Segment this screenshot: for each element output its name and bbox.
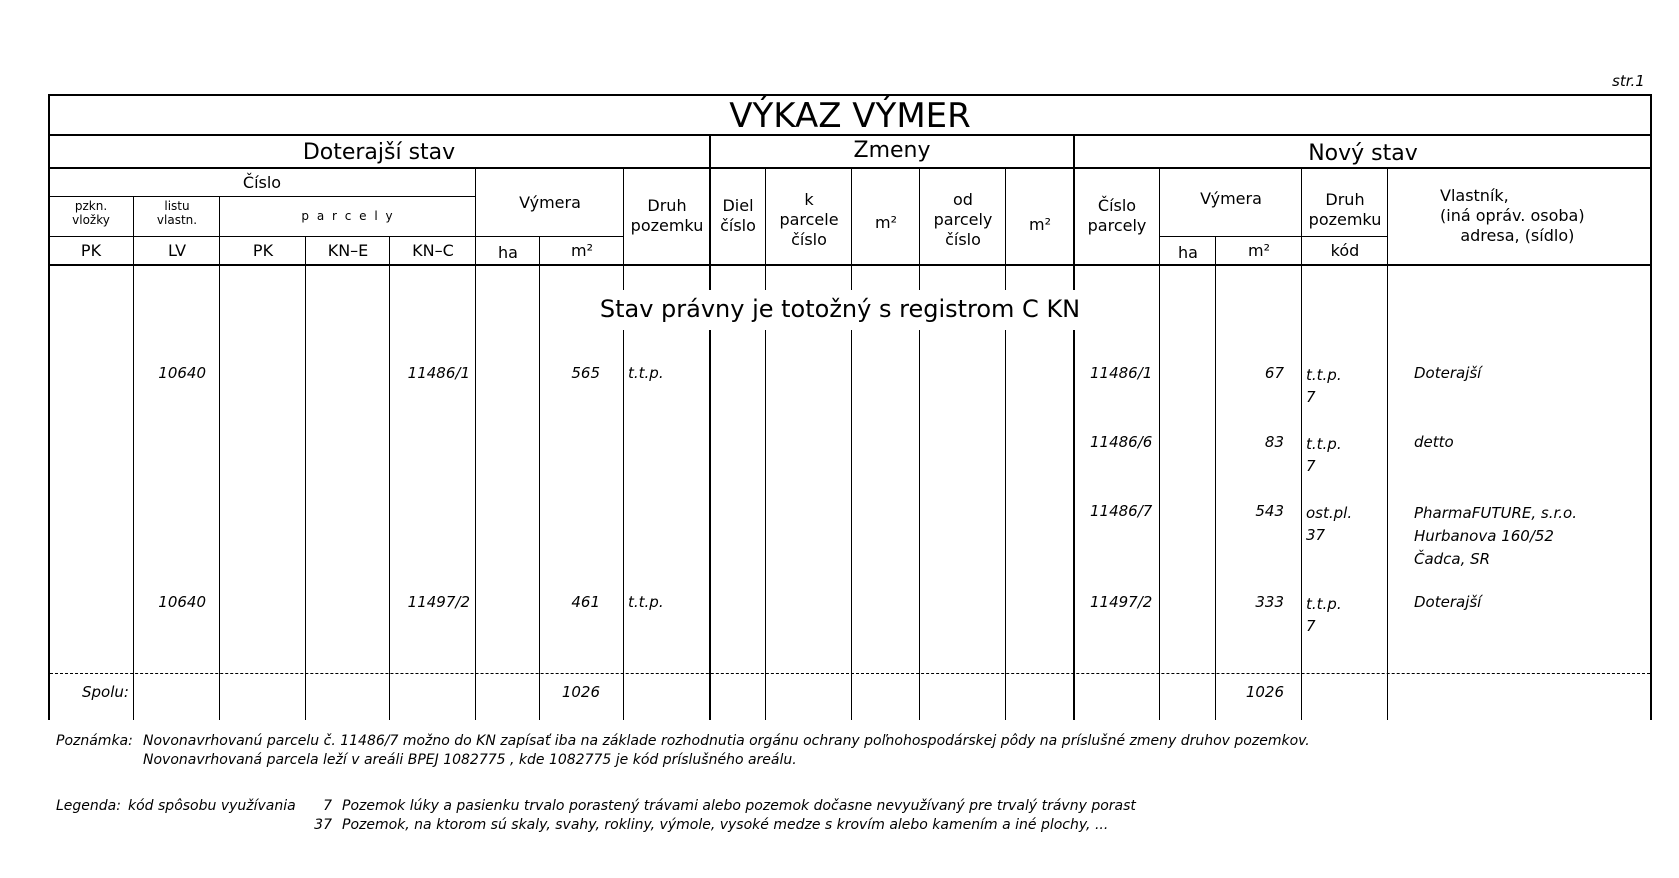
row4-new-parcela: 11497/2 [1090,593,1153,611]
header-m2-zmeny-b: m² [1029,215,1051,234]
header-kod: kód [1330,241,1360,260]
row3-new-m2: 543 [1255,502,1284,520]
footnote-label: Poznámka: [56,733,133,749]
row1-new-m2: 67 [1264,364,1284,382]
cislo-divider [48,196,476,197]
col-line [305,236,306,720]
row4-lv: 10640 [158,593,206,611]
header-ha: ha [498,243,518,262]
row1-new-parcela: 11486/1 [1090,364,1153,382]
col-line [1387,167,1388,720]
row4-druh: t.t.p. [628,593,664,611]
row2-new-parcela: 11486/6 [1090,433,1153,451]
row1-knc: 11486/1 [407,364,470,382]
row1-new-druh: t.t.p. 7 [1306,366,1342,406]
header-kne: KN–E [327,241,369,260]
legend-text-37: Pozemok, na ktorom sú skaly, svahy, rokliny, výmole, vysoké medze s krovím alebo kamením a iné plochy, ... [342,817,1109,833]
header-m2-zmeny-a: m² [875,213,897,232]
header-od-parcely-cislo: od parcely číslo [933,190,993,249]
row1-druh: t.t.p. [628,364,664,382]
row4-new-druh: t.t.p. 7 [1306,595,1342,635]
section-divider [48,167,1652,169]
legal-status-note: Stav právny je totožný s registrom C KN [599,295,1081,323]
header-vymera-new: Výmera [1200,189,1262,208]
legend-intro: kód spôsobu využívania [128,798,296,814]
section-new: Nový stav [1308,141,1418,166]
col-line [1215,236,1216,720]
legend-code-7: 7 [323,798,332,814]
col-line [851,167,852,720]
row4-knc: 11497/2 [407,593,470,611]
legend-code-37: 37 [314,817,332,833]
row4-new-m2: 333 [1255,593,1284,611]
header-cislo-parcely: Číslo parcely [1087,196,1147,235]
header-diel-cislo: Diel číslo [720,196,756,235]
col-line [219,196,220,720]
row3-new-druh: ost.pl. 37 [1306,504,1353,544]
row3-new-parcela: 11486/7 [1090,502,1153,520]
header-bottom [48,264,1652,266]
totals-separator [50,673,1650,674]
header-ha-new: ha [1178,243,1198,262]
col-line [919,167,920,720]
header-parcely: p a r c e l y [301,209,395,223]
row2-new-druh: t.t.p. 7 [1306,435,1342,475]
legend-text-7: Pozemok lúky a pasienku trvalo porastený trávami alebo pozemok dočasne nevyužívaný pre trvalý trávny porast [342,798,1136,814]
header-m2: m² [571,241,593,260]
col-line [475,167,476,720]
col-line [1159,167,1160,720]
header-pk: PK [80,241,102,260]
col-line [1005,167,1006,720]
header-lv: LV [167,241,187,260]
header-m2-new: m² [1248,241,1270,260]
footnote-line2: Novonavrhovaná parcela leží v areáli BPEJ 1082775 , kde 1082775 je kód príslušného areálu. [143,752,797,768]
new-vymera-divider [1160,236,1388,237]
header-knc: KN–C [412,241,454,260]
header-pzkn-vlozky: pzkn. vložky [72,199,110,227]
header-druh-pozemku-new: Druh pozemku [1308,190,1382,229]
section-current: Doterajší stav [302,140,456,165]
col-line [623,167,624,720]
legend-label: Legenda: [56,798,121,814]
row4-m2: 461 [571,593,600,611]
row1-m2: 565 [571,364,600,382]
totals-m2: 1026 [561,683,600,701]
vymera-divider [476,236,624,237]
header-vlastnik: Vlastník, (iná opráv. osoba) adresa, (sídlo) [1440,186,1585,245]
left-subheader-divider [48,236,476,237]
col-line [389,236,390,720]
header-listu-vlastn: listu vlastn. [156,199,198,227]
totals-new-m2: 1026 [1245,683,1284,701]
row4-owner: Doterajší [1414,593,1482,611]
row2-owner: detto [1414,433,1454,451]
totals-label: Spolu: [82,683,129,701]
page-number: str.1 [1612,72,1645,90]
footnote-line1: Novonavrhovanú parcelu č. 11486/7 možno do KN zapísať iba na základe rozhodnutia orgánu ochrany poľnohospodárskej pôdy na príslušné zmeny druhov pozemkov. [143,733,1310,749]
col-line [133,196,134,720]
header-pk2: PK [252,241,274,260]
col-line [765,167,766,720]
row3-owner: PharmaFUTURE, s.r.o. Hurbanova 160/52 Čadca, SR [1414,504,1577,568]
row1-lv: 10640 [158,364,206,382]
header-vymera: Výmera [519,193,581,212]
document-title: VÝKAZ VÝMER [729,96,971,136]
header-cislo: Číslo [242,173,282,192]
frame-right [1650,94,1652,720]
section-changes: Zmeny [853,138,931,163]
header-druh-pozemku: Druh pozemku [630,196,704,235]
row2-new-m2: 83 [1264,433,1284,451]
col-line [1301,167,1302,720]
row1-owner: Doterajší [1414,364,1482,382]
header-k-parcele-cislo: k parcele číslo [779,190,839,249]
